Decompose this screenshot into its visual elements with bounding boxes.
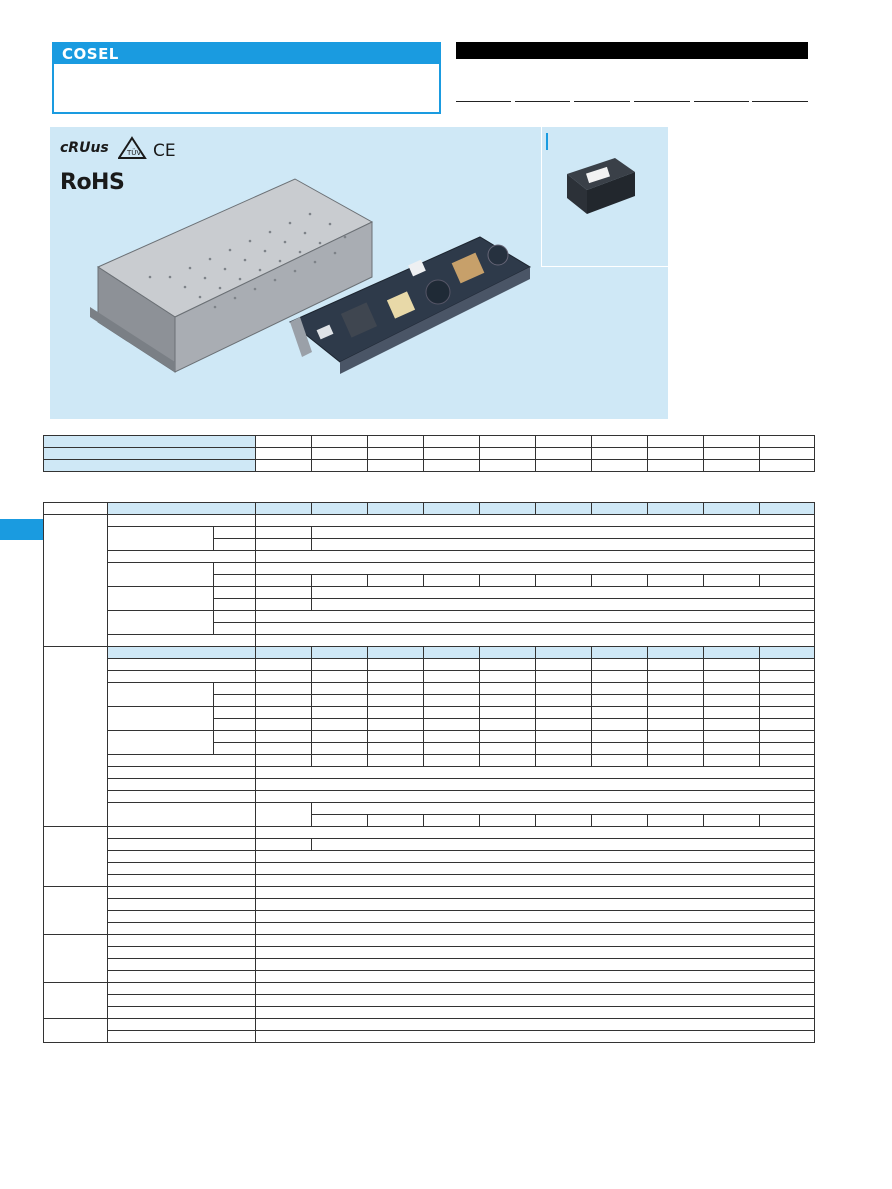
table-row <box>44 659 815 671</box>
table-row <box>44 779 815 791</box>
table-row <box>44 647 815 659</box>
tab-underline <box>456 101 511 102</box>
model-title-bar <box>456 42 808 59</box>
table-row <box>44 515 815 527</box>
section-side-tab <box>0 519 43 540</box>
table-row <box>44 731 815 743</box>
table-row <box>44 995 815 1007</box>
table-row <box>44 791 815 803</box>
table-row <box>44 839 815 851</box>
table-row <box>44 436 815 448</box>
table-row <box>44 563 815 575</box>
table-row <box>44 527 815 539</box>
table-row <box>44 851 815 863</box>
table-row <box>44 803 815 815</box>
tab-underline <box>574 101 630 102</box>
table-row <box>44 887 815 899</box>
table-row <box>44 767 815 779</box>
table-row <box>44 671 815 683</box>
table-row <box>44 923 815 935</box>
table-row <box>44 551 815 563</box>
table-row <box>44 1019 815 1031</box>
noise-filter-module-icon <box>565 150 645 220</box>
table-row <box>44 707 815 719</box>
model-table <box>43 435 815 472</box>
table-row <box>44 983 815 995</box>
inset-marker <box>546 133 548 150</box>
table-row <box>44 971 815 983</box>
brand-box <box>52 42 441 114</box>
tab-underline <box>634 101 690 102</box>
table-row <box>44 755 815 767</box>
table-row <box>44 899 815 911</box>
svg-text:TÜV: TÜV <box>127 149 142 157</box>
table-row <box>44 935 815 947</box>
brand-bar <box>54 44 439 64</box>
tab-underline <box>752 101 808 102</box>
table-row <box>44 947 815 959</box>
table-row <box>44 448 815 460</box>
ce-mark-icon: CE <box>153 141 176 161</box>
table-header-row <box>44 503 815 515</box>
table-row <box>44 460 815 472</box>
rohs-label: RoHS <box>60 170 125 195</box>
table-row <box>44 1007 815 1019</box>
table-row <box>44 587 815 599</box>
ul-mark-icon: cRUus <box>60 140 109 156</box>
table-row <box>44 611 815 623</box>
table-row <box>44 875 815 887</box>
table-row <box>44 911 815 923</box>
table-row <box>44 635 815 647</box>
cosel-logo: COSEL <box>62 45 119 63</box>
tuv-mark-icon <box>118 136 148 162</box>
table-row <box>44 1031 815 1043</box>
table-row <box>44 683 815 695</box>
tab-underline <box>515 101 570 102</box>
specifications-table <box>43 502 815 1043</box>
table-row <box>44 863 815 875</box>
table-row <box>44 959 815 971</box>
tab-underline <box>694 101 749 102</box>
table-row <box>44 827 815 839</box>
